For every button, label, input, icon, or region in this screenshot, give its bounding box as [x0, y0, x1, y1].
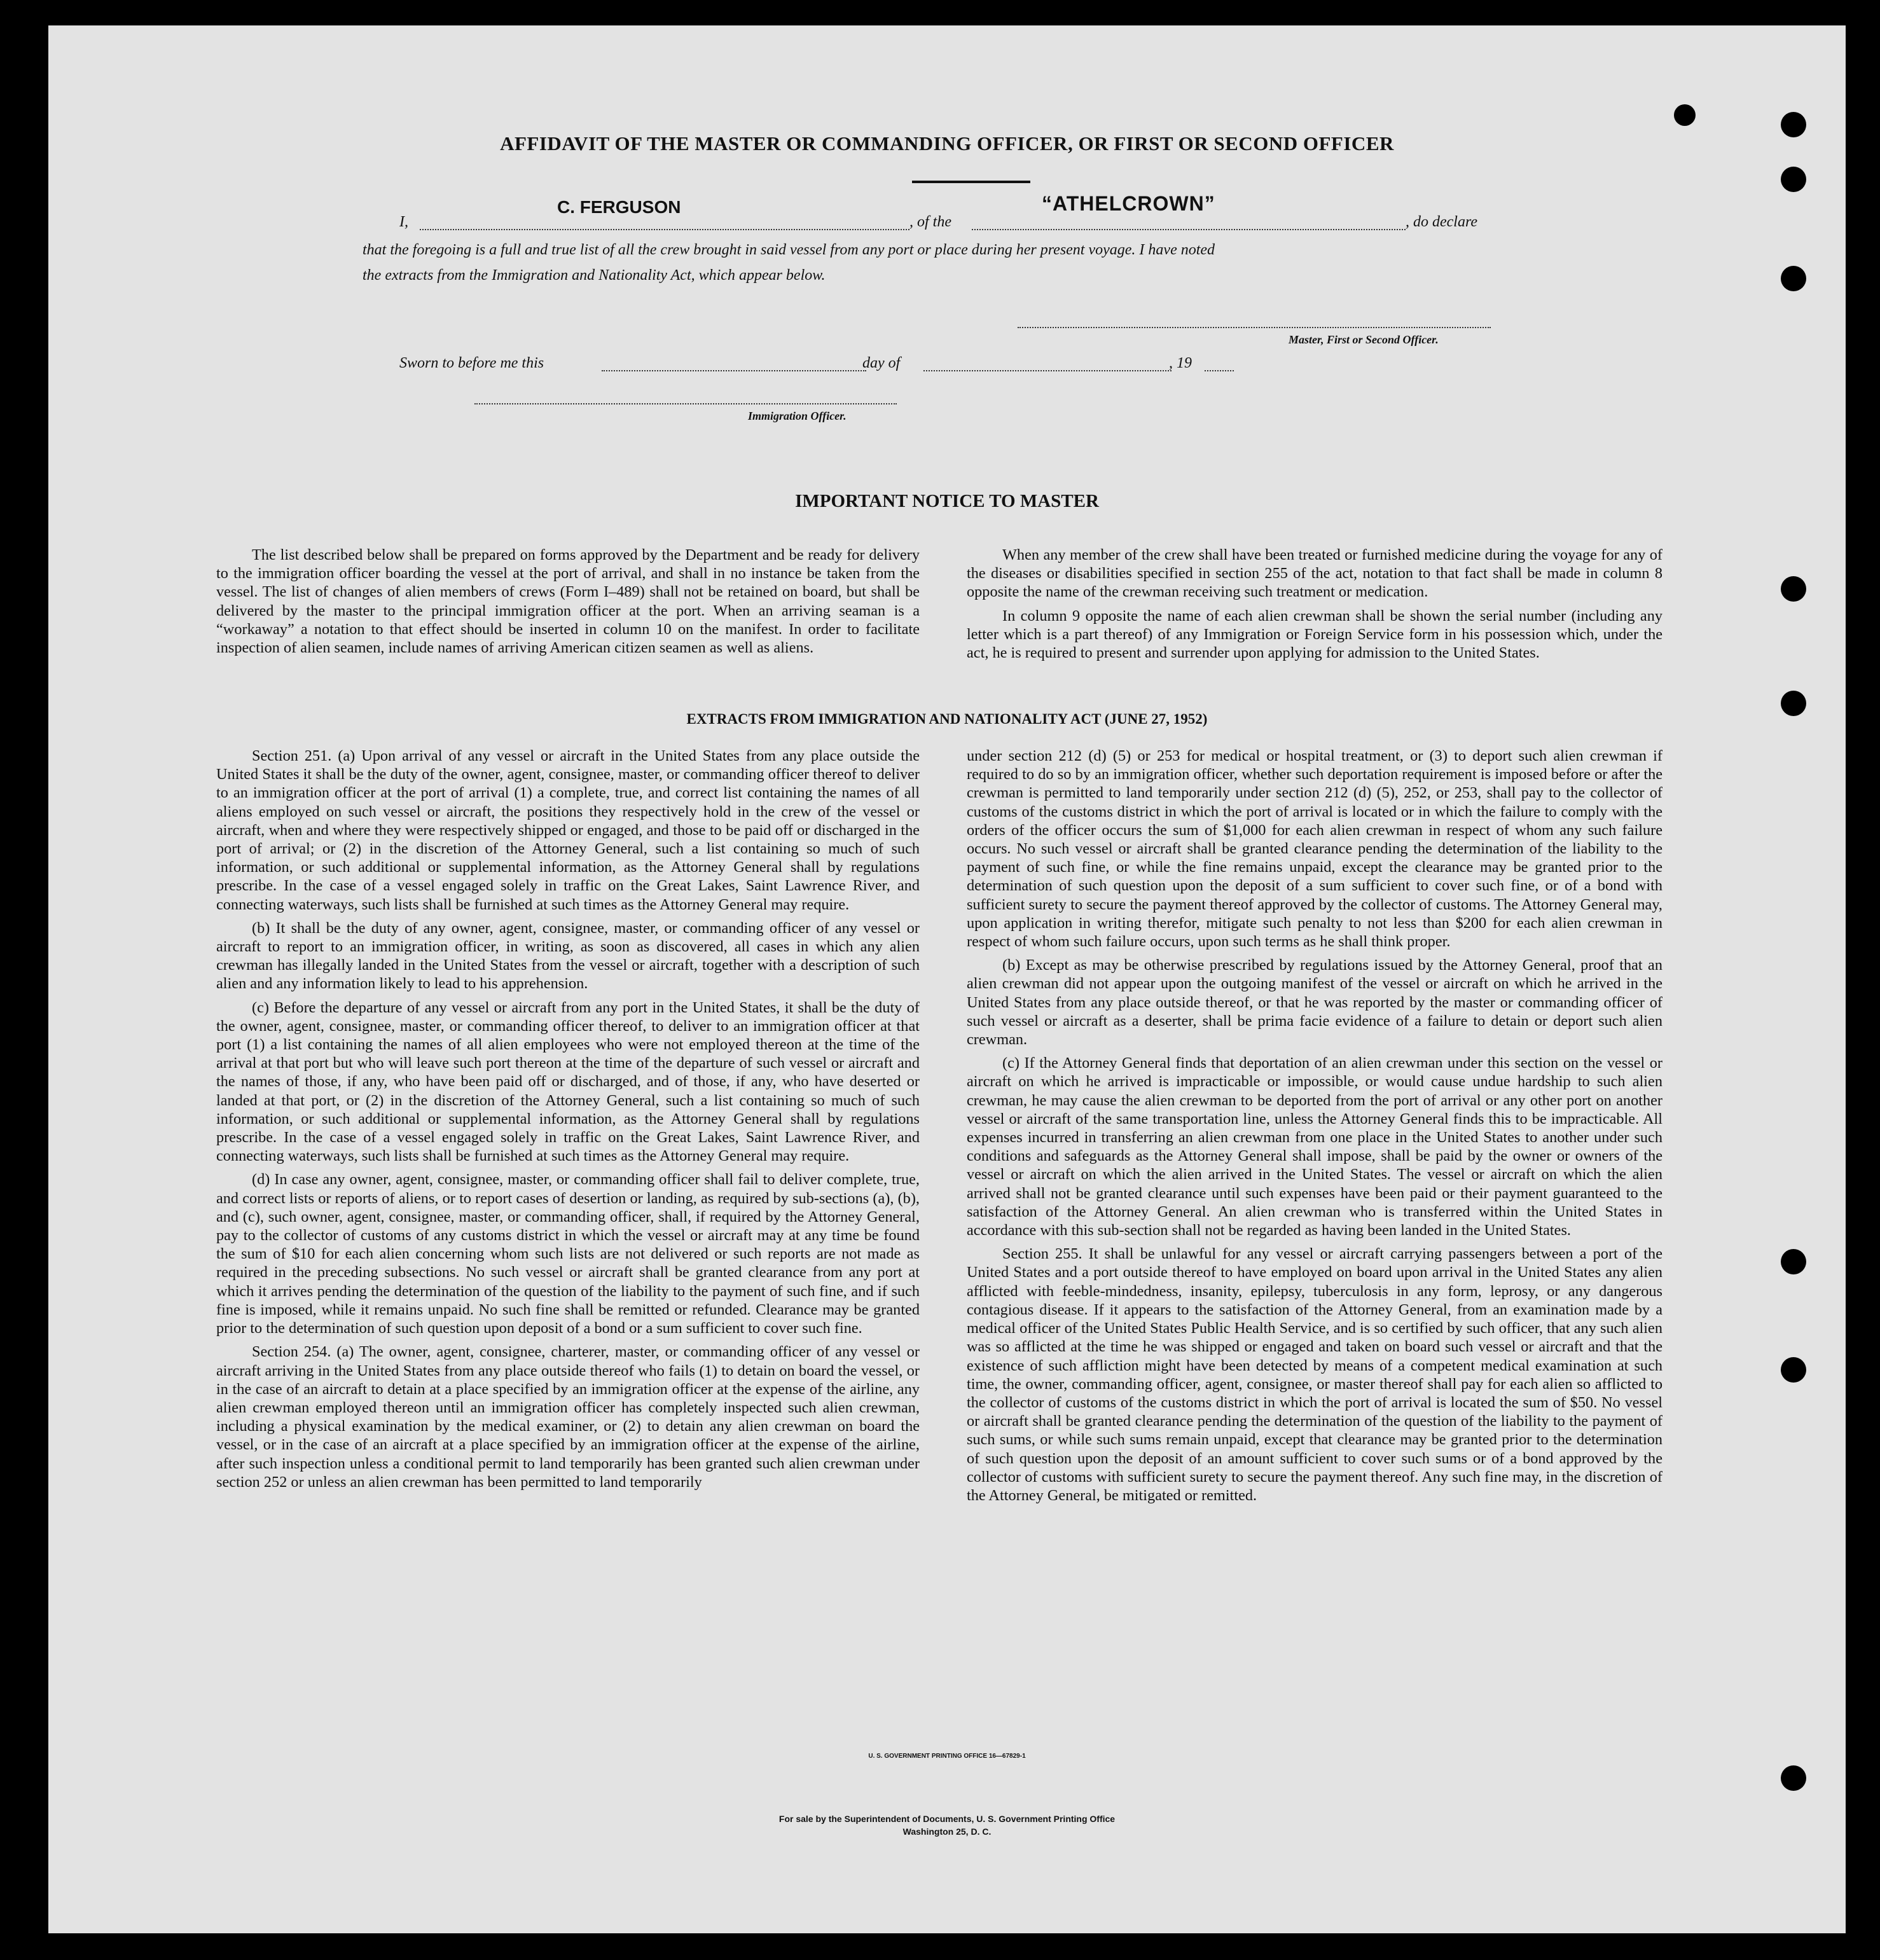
notice-right-paragraph: In column 9 opposite the name of each alien crewman shall be shown the serial number (including any letter which is a part thereof) of any Immigration or Foreign Service form in his possession which, under the act, he is required to present and surrender upon applying for admission to the United States.: [967, 607, 1662, 662]
day-of-label: day of: [862, 355, 901, 371]
declaration-line-2: the extracts from the Immigration and Nationality Act, which appear below.: [363, 267, 826, 284]
officer-name-value: C. FERGUSON: [557, 197, 681, 217]
extract-paragraph: (c) If the Attorney General finds that deportation of an alien crewman under this section on the vessel or aircraft on which he arrived is impracticable or impossible, or would cause undue hardship to such alien crewman, he may cause the alien crewman to be deported from the port of arrival or any other port on another vessel or aircraft of the same transportation line, unless the Attorney General finds this to be impracticable. All expenses incurred in transferring an alien crewman from one place in the United States to another under such conditions and safeguards as the Attorney General shall impose, shall be paid by the owner or owners of the vessel or aircraft on which the alien arrived in the United States. The vessel or aircraft on which the alien arrived shall not be granted clearance until such expenses have been paid or their payment guaranteed to the satisfaction of the Attorney General. An alien crewman who is transferred within the United States in accordance with this sub-section shall not be regarded as having been landed in the United States.: [967, 1054, 1662, 1239]
binder-hole: [1674, 104, 1696, 126]
extract-paragraph: (d) In case any owner, agent, consignee, master, or commanding officer shall fail to deliver complete, true, and correct lists or reports of aliens, or to report cases of desertion or landing, as required by sub-sections (a), (b), and (c), such owner, agent, consignee, master, or commanding officer, shall, if required by the Attorney General, pay to the collector of customs of any customs district in which the vessel or aircraft may at any time be found the sum of $10 for each alien concerning whom such lists are not delivered or such reports are not made as required in the preceding subsections. No such vessel or aircraft shall be granted clearance from any port at which it arrives pending the determination of the question of the liability to the payment of such fine, and if such fine is imposed, while it remains unpaid. No such fine shall be remitted or refunded. Clearance may be granted prior to the determination of such question upon deposit of a bond or a sum sufficient to cover such fine.: [216, 1171, 920, 1337]
declaration-line-1: that the foregoing is a full and true list of all the crew brought in said vessel from any port or place during her present voyage. I have noted: [363, 242, 1215, 258]
printing-office-code: U. S. GOVERNMENT PRINTING OFFICE 16—67829-1: [868, 1753, 1026, 1760]
master-caption: Master, First or Second Officer.: [1289, 333, 1439, 346]
extracts-heading: EXTRACTS FROM IMMIGRATION AND NATIONALITY ACT (JUNE 27, 1952): [686, 711, 1208, 727]
extract-paragraph: (c) Before the departure of any vessel or aircraft from any port in the United States, it shall be the duty of the owner, agent, consignee, master, or commanding officer thereof, to deliver to an immigration officer at that port (1) a list containing the names of all alien employees who were not employed thereon at the time of the arrival at that port but who will leave such port thereon at the time of the departure of such vessel or aircraft and the names of those, if any, who have been paid off or discharged, and of those, if any, who have deserted or landed at that port, or (2) in the discretion of the Attorney General, such a list containing so much of such information, or such additional or supplemental information, as the Attorney General shall by regulations prescribe. In the case of a vessel engaged solely in traffic on the Great Lakes, Saint Lawrence River, and connecting waterways, such lists shall be furnished at such times as the Attorney General may require.: [216, 998, 920, 1165]
vessel-name-line: [972, 229, 1406, 230]
binder-hole: [1781, 167, 1806, 192]
extract-paragraph: (b) Except as may be otherwise prescribed by regulations issued by the Attorney General, proof that an alien crewman did not appear upon the outgoing manifest of the vessel or aircraft on which he arrived in the United States from any place outside thereof, or that he was reported by the master or commanding officer of such vessel or aircraft as a deserter, shall be prima facie evidence of a failure to detain or deport such alien crewman.: [967, 956, 1662, 1049]
officer-name-line: [420, 229, 909, 230]
i-label: I,: [399, 214, 408, 230]
notice-right-paragraph: When any member of the crew shall have been treated or furnished medicine during the voyage for any of the diseases or disabilities specified in section 255 of the act, notation to that fact shall be made in column 8 opposite the name of the crewman receiving such treatment or medication.: [967, 546, 1662, 601]
sworn-label: Sworn to before me this: [399, 355, 544, 371]
binder-hole: [1781, 1765, 1806, 1791]
sworn-year-line: [1205, 370, 1234, 371]
extract-paragraph: under section 212 (d) (5) or 253 for medical or hospital treatment, or (3) to deport such alien crewman if required to do so by an immigration officer, whether such deportation requirement is imposed before or after the crewman is permitted to land temporarily under section 212 (d) (5), 252, or 253, shall pay to the collector of customs of the customs district in which the port of arrival is located or in which the failure to comply with the orders of the officer occurs the sum of $1,000 for each alien crewman in respect of whom any such failure occurs. No such vessel or aircraft shall be granted clearance pending the determination of the liability to the payment of such fine, or while the fine remains unpaid, except the clearance may be granted prior to the determination of such question upon the deposit of a sum sufficient to cover such fine, or of a bond with sufficient surety to secure the payment thereof approved by the collector of customs. The Attorney General may, upon application in writing therefor, mitigate such penalty to not less than $200 for each alien crewman in respect of whom such failure occurs, upon such terms as he shall think proper.: [967, 747, 1662, 951]
extract-paragraph: Section 254. (a) The owner, agent, consignee, charterer, master, or commanding officer of any vessel or aircraft arriving in the United States from any place outside thereof who fails (1) to detain on board the vessel, or in the case of an aircraft to detain at a place specified by an immigration officer at the expense of the airline, any alien crewman employed thereon until an immigration officer has completely inspected such alien crewman, including a physical examination by the medical examiner, or (2) to detain any alien crewman on board the vessel, or in the case of an aircraft at a place specified by an immigration officer at the expense of the airline, after such inspection unless a conditional permit to land temporarily has been granted such alien crewman under section 252 or unless an alien crewman has been permitted to land temporarily: [216, 1343, 920, 1491]
of-the-label: , of the: [909, 214, 951, 230]
sale-notice-line-1: For sale by the Superintendent of Documents, U. S. Government Printing Office: [778, 1814, 1116, 1824]
notice-right-column: [967, 546, 1662, 667]
binder-hole: [1781, 1249, 1806, 1274]
immigration-officer-signature-line: [474, 403, 897, 404]
extract-paragraph: (b) It shall be the duty of any owner, agent, consignee, master, or commanding officer of any vessel or aircraft to report to an immigration officer, in writing, as soon as discovered, all cases in which any alien crewman has illegally landed in the United States from the vessel or aircraft, together with a description of such alien and any information likely to lead to his apprehension.: [216, 919, 920, 993]
do-declare-label: , do declare: [1406, 214, 1478, 230]
notice-left-column: [216, 546, 920, 662]
extract-paragraph: Section 251. (a) Upon arrival of any vessel or aircraft in the United States from any place outside the United States it shall be the duty of the owner, agent, consignee, master, or commanding officer thereof to deliver to an immigration officer at the port of arrival (1) a complete, true, and correct list containing the names of all aliens employed on such vessel or aircraft, the positions they respectively hold in the crew of the vessel or aircraft, when and where they were respectively shipped or engaged, and those to be paid off or discharged in the port of arrival; or (2) in the discretion of the Attorney General, such a list containing so much of such information, or such additional or supplemental information, as the Attorney General shall by regulations prescribe. In the case of a vessel engaged solely in traffic on the Great Lakes, Saint Lawrence River, and connecting waterways, such lists shall be furnished at such times as the Attorney General may require.: [216, 747, 920, 913]
year-label: , 19: [1169, 355, 1192, 371]
extracts-right-column: [967, 747, 1662, 1510]
title-divider: [912, 181, 1030, 183]
binder-hole: [1781, 1357, 1806, 1383]
binder-hole: [1781, 266, 1806, 291]
vessel-name-value: “ATHELCROWN”: [1042, 192, 1215, 215]
sale-notice-line-2: Washington 25, D. C.: [902, 1826, 992, 1837]
extracts-left-column: [216, 747, 920, 1496]
extract-paragraph: Section 255. It shall be unlawful for any vessel or aircraft carrying passengers between a port of the United States and a port outside thereof to have employed on board upon arrival in the United States any alien afflicted with feeble-mindedness, insanity, epilepsy, tuberculosis in any form, leprosy, or any dangerous contagious disease. If it appears to the satisfaction of the Attorney General, from an examination made by a medical officer of the United States Public Health Service, and is so certified by such officer, that any such alien was so afflicted at the time he was shipped or engaged and taken on board such vessel or aircraft and that the existence of such affliction might have been detected by means of a competent medical examination at such time, the owner, commanding officer, agent, consignee, or master thereof shall pay for each alien so afflicted to the collector of customs of the customs district in which the port of arrival is located the sum of $50. No vessel or aircraft shall be granted clearance pending the determination of the question of the liability to the payment of such sums, or while such sums remain unpaid, except that clearance may be granted prior to the determination of such question upon the deposit of an amount sufficient to cover such sums or of a bond approved by the collector of customs with sufficient surety to secure the payment thereof. Any such fine may, in the discretion of the Attorney General, be mitigated or remitted.: [967, 1245, 1662, 1504]
sworn-month-line: [923, 370, 1172, 371]
immigration-officer-caption: Immigration Officer.: [748, 410, 847, 422]
affidavit-page: [48, 25, 1846, 1933]
master-signature-line: [1018, 327, 1491, 328]
sworn-day-line: [602, 370, 866, 371]
notice-heading: IMPORTANT NOTICE TO MASTER: [795, 491, 1099, 511]
affidavit-title: AFFIDAVIT OF THE MASTER OR COMMANDING OFFICER, OR FIRST OR SECOND OFFICER: [500, 132, 1394, 155]
binder-hole: [1781, 576, 1806, 602]
notice-left-paragraph: The list described below shall be prepared on forms approved by the Department and be ready for delivery to the immigration officer boarding the vessel at the port of arrival, and shall in no instance be taken from the vessel. The list of changes of alien members of crews (Form I–489) shall not be retained on board, but shall be delivered by the master to the principal immigration officer at the port. When an arriving seaman is a “workaway” a notation to that effect should be inserted in column 10 on the manifest. In order to facilitate inspection of alien seamen, include names of arriving American citizen seamen as well as aliens.: [216, 546, 920, 657]
